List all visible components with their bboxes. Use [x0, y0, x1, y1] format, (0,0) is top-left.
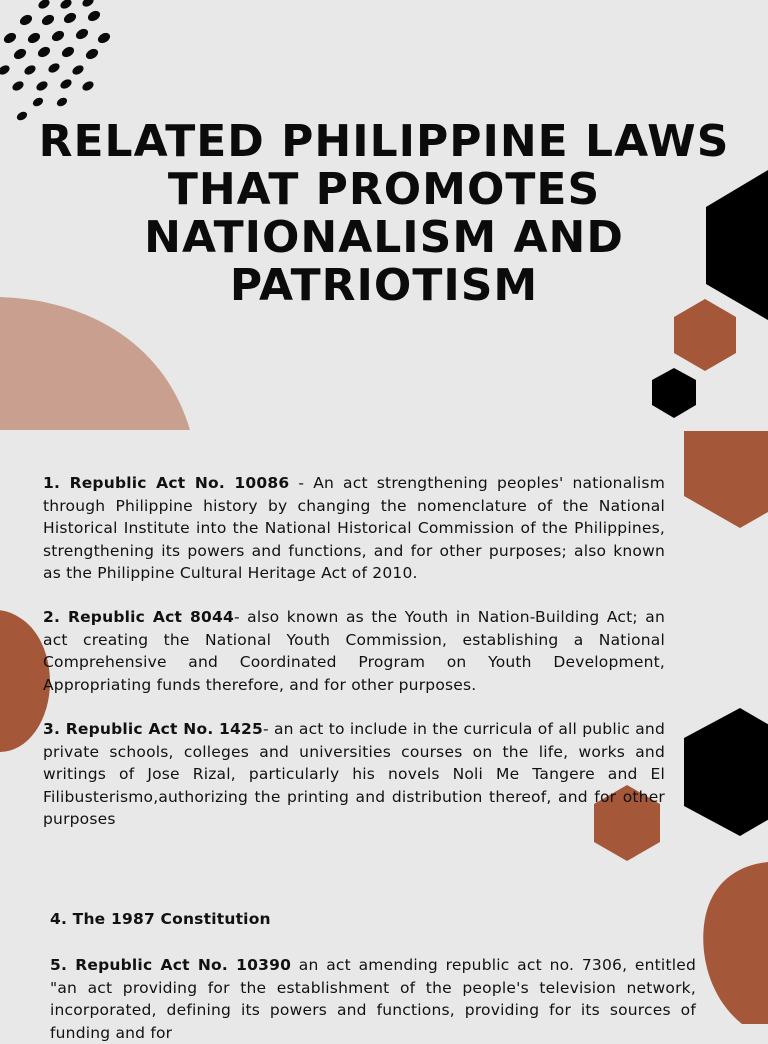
law-item-2-label: 2. Republic Act 8044: [43, 608, 234, 626]
law-item-2-text: - also known as the Youth in Nation-Building Act; an act creating the National Youth Commission, establishing a National Comprehensive and Coordinated Program on Youth Development, Appropriating funds therefore, and for other purposes.: [43, 608, 665, 694]
law-item-5: [50, 954, 696, 1044]
rust-hexagon-right: [684, 431, 768, 528]
law-item-3-label: 3. Republic Act No. 1425: [43, 720, 263, 738]
black-hexagon-middle: [684, 708, 768, 836]
page-title: RELATED PHILIPPINE LAWS THAT PROMOTES NATIONALISM AND PATRIOTISM: [38, 116, 730, 311]
blush-blob: [0, 297, 190, 430]
law-item-1: [43, 472, 665, 585]
law-item-4-label: 4. The 1987 Constitution: [50, 910, 271, 928]
law-item-3: [43, 718, 665, 831]
law-item-5-text: an act amending republic act no. 7306, entitled "an act providing for the establishment of the people's television network, incorporated, defining its powers and functions, providing for its sources of funding and for: [50, 956, 697, 1042]
law-item-1-label: 1. Republic Act No. 10086: [43, 474, 290, 492]
law-item-1-text: - An act strengthening peoples' nationalism through Philippine history by changing the nomenclature of the National Historical Institute into the National Historical Commission of the Philippines, strengthening its powers and functions, and for other purposes; also known as the Philippine Cultural Heritage Act of 2010.: [43, 474, 665, 582]
rust-blob-bottom: [703, 862, 768, 1024]
law-item-3-text: - an act to include in the curricula of all public and private schools, colleges and universities courses on the life, works and writings of Jose Rizal, particularly his novels Noli Me Tangere and El Filibusterismo,authorizing the printing and distribution thereof, and for other purposes: [43, 720, 665, 828]
dots-pattern: [0, 0, 112, 122]
law-item-4: [50, 908, 696, 931]
rust-semicircle-left: [0, 610, 48, 750]
law-item-5-label: 5. Republic Act No. 10390: [50, 956, 292, 974]
black-hexagon-small: [652, 368, 696, 418]
law-item-2: [43, 606, 665, 696]
